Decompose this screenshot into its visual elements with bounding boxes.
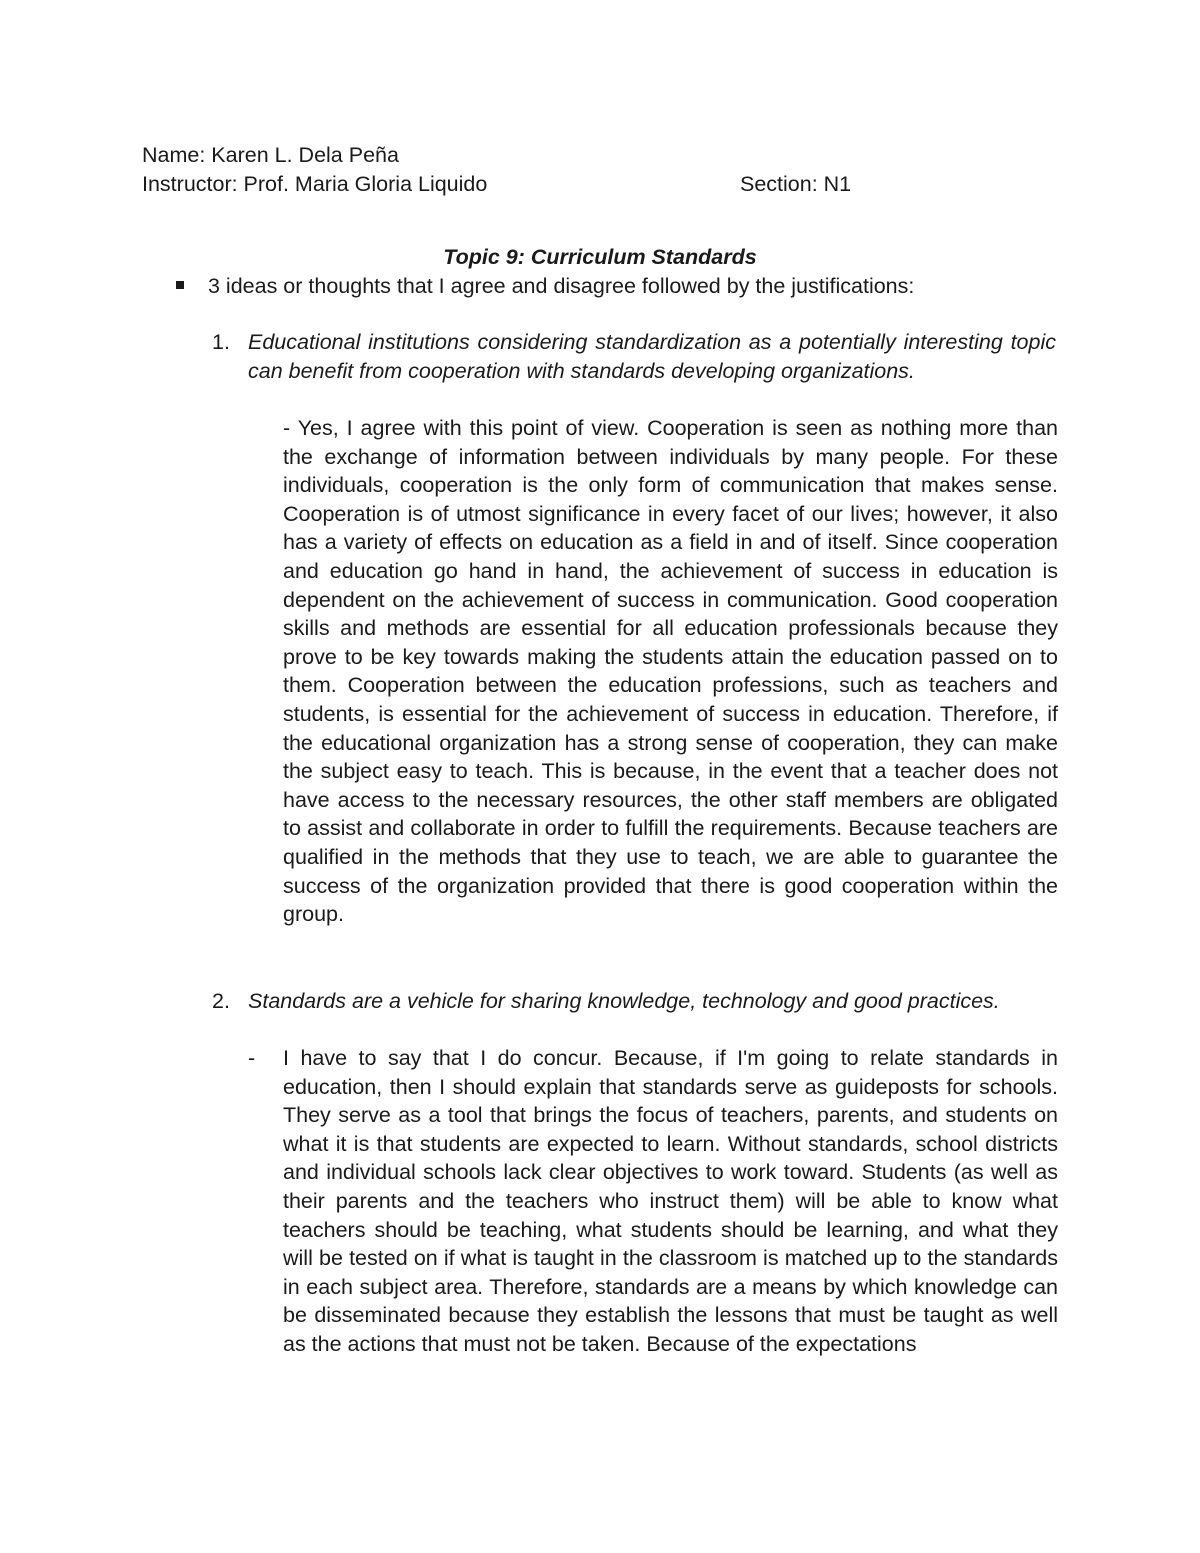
bullet-item [176,271,914,301]
item-heading: Standards are a vehicle for sharing knowledge, technology and good practices. [248,989,1000,1013]
student-name-line: Name: Karen L. Dela Peña [142,143,399,167]
item-number: 2. [212,989,230,1013]
square-bullet-icon [176,281,184,289]
document-title: Topic 9: Curriculum Standards [443,245,757,269]
bullet-text: 3 ideas or thoughts that I agree and disagree followed by the justifications: [208,274,915,298]
item-heading: Educational institutions considering standardization as a potentially interesting topic can benefit from cooperation with standards developing organizations. [248,330,1056,383]
item-justification: - Yes, I agree with this point of view. Cooperation is seen as nothing more than the exchange of information between individuals by many people. For these individuals, cooperation is the only form of communication that makes sense. Cooperation is of utmost significance in every facet of our lives; however, it also has a variety of effects on education as a field in and of itself. Since cooperation and education go hand in hand, the achievement of success in education is dependent on the achievement of success in communication. Good cooperation skills and methods are essential for all education professionals because they prove to be key towards making the students attain the education passed on to them. Cooperation between the education professions, such as teachers and students, is essential for the achievement of success in education. Therefore, if the educational organization has a strong sense of cooperation, they can make the subject easy to teach. This is because, in the event that a teacher does not have access to the necessary resources, the other staff members are obligated to assist and collaborate in order to fulfill the requirements. Because teachers are qualified in the methods that they use to teach, we are able to guarantee the success of the organization provided that there is good cooperation within the group. [283,416,1058,927]
dash-marker: - [248,1046,256,1070]
item-number: 1. [212,330,230,354]
section-line: Section: N1 [740,172,852,196]
instructor-line: Instructor: Prof. Maria Gloria Liquido [142,172,488,196]
item-justification: I have to say that I do concur. Because, if I'm going to relate standards in education, then I should explain that standards serve as guideposts for schools. They serve as a tool that brings the focus of teachers, parents, and students on what it is that students are expected to learn. Without standards, school districts and individual schools lack clear objectives to work toward. Students (as well as their parents and the teachers who instruct them) will be able to know what teachers should be teaching, what students should be learning, and what they will be tested on if what is taught in the classroom is matched up to the standards in each subject area. Therefore, standards are a means by which knowledge can be disseminated because they establish the lessons that must be taught as well as the actions that must not be taken. Because of the expectations [283,1046,1058,1356]
